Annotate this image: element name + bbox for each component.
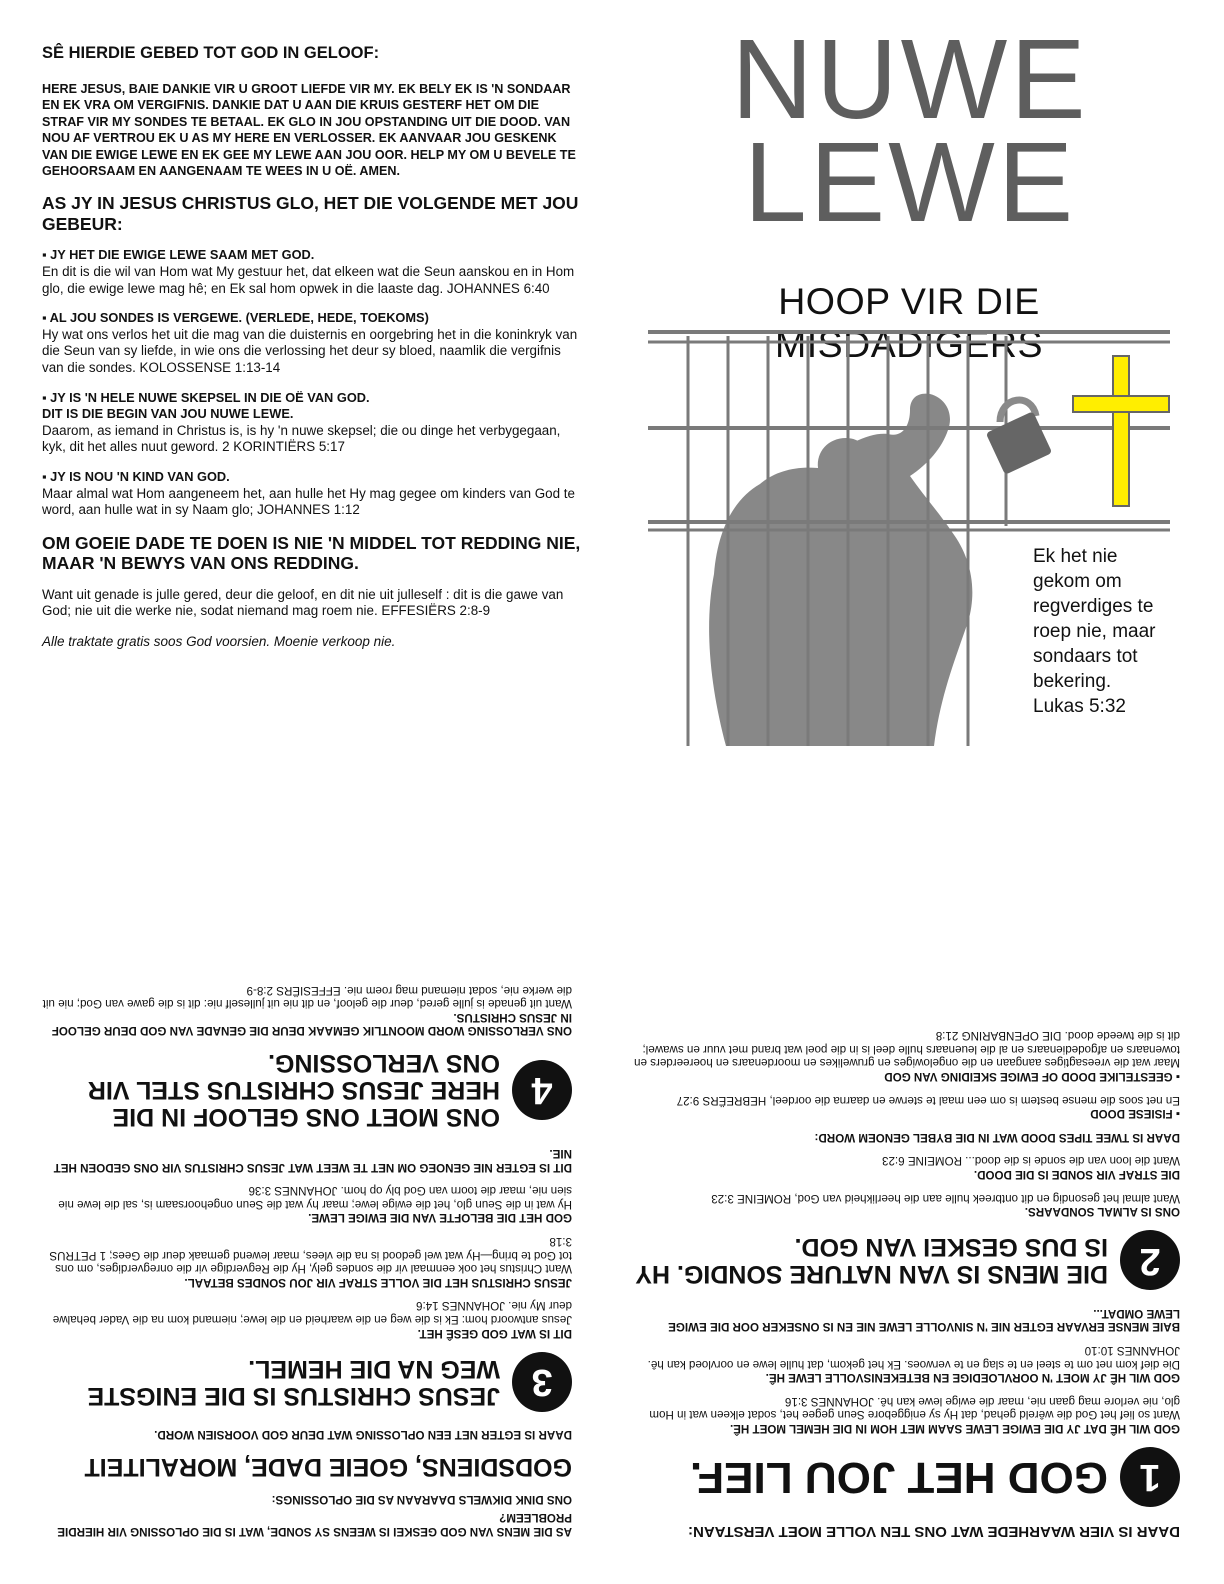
prayer-heading: SÊ HIERDIE GEBED TOT GOD IN GELOOF: bbox=[42, 44, 380, 62]
result-text-1: En dit is die wil van Hom wat My gestuur het, dat elkeen wat die Seun aanskou en in Hom glo, die ewige lewe mag hê; en Ek sal hom opwek in die laaste dag. JOHANNES 6:40 bbox=[42, 264, 575, 296]
verse-line: gekom om bbox=[1033, 571, 1122, 592]
s3-p3: JESUS CHRISTUS HET DIE VOLLE STRAF VIR JOU SONDES BETAAL. bbox=[184, 1275, 572, 1289]
prisoner-silhouette bbox=[709, 394, 972, 746]
result-head-2: ▪ AL JOU SONDES IS VERGEWE. (VERLEDE, HEDE, TOEKOMS) bbox=[42, 310, 429, 326]
result-block-3 bbox=[42, 390, 582, 456]
padlock-icon bbox=[986, 400, 1053, 475]
section-3-header bbox=[42, 1352, 572, 1412]
s2-p1: ONS IS ALMAL SONDAARS. bbox=[1024, 1205, 1180, 1219]
section-3-title: JESUS CHRISTUS IS DIE ENIGSTE WEG NA DIE HEMEL. bbox=[87, 1354, 500, 1410]
section-1-number: 1 bbox=[1120, 1447, 1180, 1507]
s4-p1: ONS VERLOSSING WORD MOONTLIK GEMAAK DEUR DIE GENADE VAN GOD DEUR GELOOF IN JESUS CHRISTUS. bbox=[51, 1010, 572, 1038]
result-block-2 bbox=[42, 310, 582, 376]
verse-line: Ek het nie bbox=[1033, 546, 1118, 567]
s3-p7: DIT IS EGTER NIE GENOEG OM NET TE WEET WAT JESUS CHRISTUS VIR ONS GEDOEN HET NIE. bbox=[53, 1147, 572, 1174]
section-1-header bbox=[632, 1447, 1180, 1507]
s2-p6: ▪ FISIESE DOOD bbox=[1090, 1107, 1180, 1121]
verse-line: bekering. bbox=[1033, 671, 1112, 692]
section-2-title: DIE MENS IS VAN NATURE SONDIG. HY IS DUS GESKEI VAN GOD. bbox=[635, 1233, 1108, 1289]
s2-p8: ▪ GEESTELIKE DOOD OF EWIGE SKEIDING VAN GOD bbox=[884, 1070, 1180, 1084]
section-2-header bbox=[632, 1230, 1180, 1290]
s3-p2: Jesus antwoord hom: Ek is die weg en die waarheid en die lewe; niemand kom na die Vader behalwe deur My nie. JOHANNES 14:6 bbox=[52, 1299, 572, 1327]
verse-reference: Lukas 5:32 bbox=[1033, 696, 1126, 717]
cover-title-line-2: LEWE bbox=[743, 119, 1077, 245]
results-heading: AS JY IN JESUS CHRISTUS GLO, HET DIE VOLGENDE MET JOU GEBEUR: bbox=[42, 193, 579, 234]
result-block-4 bbox=[42, 469, 582, 519]
s2-p3: DIE STRAF VIR SONDE IS DIE DOOD. bbox=[973, 1168, 1180, 1182]
cover-subtitle: HOOP VIR DIE MISDADIGERS bbox=[774, 280, 1044, 365]
result-text-3: Daarom, as iemand in Christus is, is hy 'n nuwe skepsel; die ou dinge het verbygegaan, kyk, dit het alles nuut geword. 2 KORINTIËRS 5:17 bbox=[42, 422, 561, 455]
result-head-4: ▪ JY IS NOU 'N KIND VAN GOD. bbox=[42, 468, 230, 484]
result-block-1 bbox=[42, 247, 582, 297]
result-head-3b: DIT IS DIE BEGIN VAN JOU NUWE LEWE. bbox=[42, 406, 294, 422]
works-heading: OM GOEIE DADE TE DOEN IS NIE 'N MIDDEL TOT REDDING NIE, MAAR 'N BEWYS VAN ONS REDDING. bbox=[42, 532, 581, 574]
s2-p9: Maar wat die vreesagtiges aangaan en die ongelowiges en gruwelikes en moordenaars en hoereerders en towenaars en afgodedienaars en al die leuenaars hulle deel is in die poel wat brand met vuur en swawel; dit is die tweede dood. DIE OPENBARING 21:8 bbox=[634, 1029, 1180, 1070]
s3-p5: GOD HET DIE BELOFTE VAN DIE EWIGE LEWE. bbox=[308, 1211, 572, 1225]
verse-line: sondaars tot bbox=[1033, 646, 1138, 667]
works-text: Want uit genade is julle gered, deur die geloof, en dit nie uit julleself : dit is die gawe van God; nie uit die werke nie, sodat niemand mag roem nie. EFFESIËRS 2:8-9 bbox=[42, 586, 564, 619]
solution-heading: GODSDIENS, GOEIE DADE, MORALITEIT bbox=[84, 1453, 572, 1482]
s3-p6: Hy wat in die Seun glo, het die ewige lewe; maar hy wat die Seun ongehoorsaam is, sal die lewe nie sien nie, maar die toorn van God bly op hom. JOHANNES 3:36 bbox=[58, 1184, 572, 1211]
s2-p5: DAAR IS TWEE TIPES DOOD WAT IN DIE BYBEL GENOEM WORD: bbox=[814, 1130, 1180, 1144]
solution-one: DAAR IS EGTER NET EEN OPLOSSING WAT DEUR GOD VOORSIEN WORD. bbox=[154, 1428, 572, 1442]
s2-p4: Want die loon van die sonde is die dood... ROMEINE 6:23 bbox=[882, 1154, 1180, 1168]
cover-title bbox=[640, 16, 1180, 245]
result-text-4: Maar almal wat Hom aangeneem het, aan hulle het Hy mag gegee om kinders van God te word, aan hulle wat in sy Naam glo; JOHANNES 1:12 bbox=[42, 485, 575, 518]
verse-line: regverdiges te bbox=[1033, 596, 1154, 617]
prayer-text: HERE JESUS, BAIE DANKIE VIR U GROOT LIEFDE VIR MY. EK BELY EK IS 'N SONDAAR EN EK VRA OM VERGIFNIS. DANKIE DAT U AAN DIE KRUIS GESTERF HET OM DIE STRAF VIR MY SONDES TE BETAAL. EK GLO IN JOU OPSTANDING UIT DIE DOOD. VAN NOU AF VERTROU EK U AS MY HERE EN VERLOSSER. EK AANVAAR JOU GESKENK VAN DIE EWIGE LEWE EN EK GEE MY LEWE AAN JOU OOR. HELP MY OM U BEVELE TE GEHOORSAAM EN AANGENAAM TE WEES IN U OË. AMEN. bbox=[42, 82, 576, 179]
section-4-header bbox=[42, 1050, 572, 1131]
s4-p2: Want uit genade is julle gered, deur die geloof, en dit nie uit julleself nie: dit is die gawe van God; nie uit die werke nie, sodat niemand mag roem nie. EFFESIËRS 2:8-9 bbox=[42, 983, 572, 1011]
panel-solution bbox=[42, 848, 572, 1538]
section-2-number: 2 bbox=[1120, 1230, 1180, 1290]
s2-p7: En net soos die mense bestem is om een maal te sterwe en daarna die oordeel, HEBREËRS 9:27 bbox=[676, 1093, 1180, 1107]
cover-verse bbox=[1033, 544, 1173, 719]
s1-p5: BAIE MENSE ERVAAR EGTER NIE 'N SINVOLLE LEWE NIE EN IS ONSEKER OOR DIE EWIGE LEWE OMDAT... bbox=[668, 1306, 1180, 1334]
solution-intro-2: ONS DINK DIKWELS DAARAAN AS DIE OPLOSSINGS: bbox=[271, 1492, 572, 1506]
free-tract-note: Alle traktate gratis soos God voorsien. Moenie verkoop nie. bbox=[42, 633, 396, 649]
s1-p3: GOD WIL HÊ JY MOET 'N OORVLOEDIGE EN BETEKENISVOLLE LEWE HÊ. bbox=[765, 1371, 1180, 1385]
s3-p1: DIT IS WAT GOD GESÊ HET. bbox=[417, 1326, 572, 1340]
s1-p1: GOD WIL HÊ DAT JY DIE EWIGE LEWE SAAM MET HOM IN DIE HEMEL MOET HÊ. bbox=[729, 1422, 1180, 1435]
cover-title-line-1: NUWE bbox=[731, 16, 1089, 142]
section-3-number: 3 bbox=[512, 1352, 572, 1412]
result-head-1: ▪ JY HET DIE EWIGE LEWE SAAM MET GOD. bbox=[42, 247, 315, 263]
solution-intro: AS DIE MENS VAN GOD GESKEI IS WEENS SY SONDE, WAT IS DIE OPLOSSING VIR HIERDIE PROBLEEM? bbox=[57, 1511, 572, 1538]
result-text-2: Hy wat ons verlos het uit die mag van die duisternis en oorgebring het in die koninkryk van die Seun van sy liefde, in wie ons die verlossing het deur sy bloed, naamlik die vergifnis van die sondes. KOLOSSENSE 1:13-14 bbox=[42, 326, 578, 375]
section-1-title: GOD HET JOU LIEF. bbox=[689, 1453, 1108, 1502]
truths-intro: DAAR IS VIER WAARHEDE WAT ONS TEN VOLLE MOET VERSTAAN: bbox=[688, 1523, 1180, 1540]
section-4-title: ONS MOET ONS GELOOF IN DIE HERE JESUS CHRISTUS STEL VIR ONS VERLOSSING. bbox=[87, 1049, 500, 1132]
s1-p2: Want so lief het God die wêreld gehad, dat Hy sy eniggebore Seun gegee het, sodat elkeen wat in Hom glo, nie verlore mag gaan nie, maar die ewige lewe kan hê. JOHANNES 3:16 bbox=[649, 1394, 1180, 1422]
s2-p2: Want almal het gesondig en dit ontbreek hulle aan die heerlikheid van God, ROMEINE 3:23 bbox=[711, 1191, 1180, 1205]
result-head-3: ▪ JY IS 'N HELE NUWE SKEPSEL IN DIE OË VAN GOD. bbox=[42, 389, 370, 405]
panel-four-truths bbox=[632, 820, 1180, 1540]
cross-icon bbox=[1073, 356, 1169, 506]
prayer-panel bbox=[42, 44, 582, 649]
verse-line: roep nie, maar bbox=[1033, 621, 1156, 642]
section-4-number: 4 bbox=[512, 1060, 572, 1120]
s3-p4: Want Christus het ook eenmaal vir die sondes gely, Hy die Regverdige vir die onregverdiges, om ons tot God te bring—Hy wat wel gedood is na die vlees, maar lewend gemaak deur die Gees; 1 PETRUS 3:18 bbox=[49, 1235, 572, 1276]
s1-p4: Die dief kom net om te steel en te slag en te verwoes. Ek het gekom, dat hulle lewe en oorvloed kan hê. JOHANNES 10:10 bbox=[647, 1344, 1180, 1371]
